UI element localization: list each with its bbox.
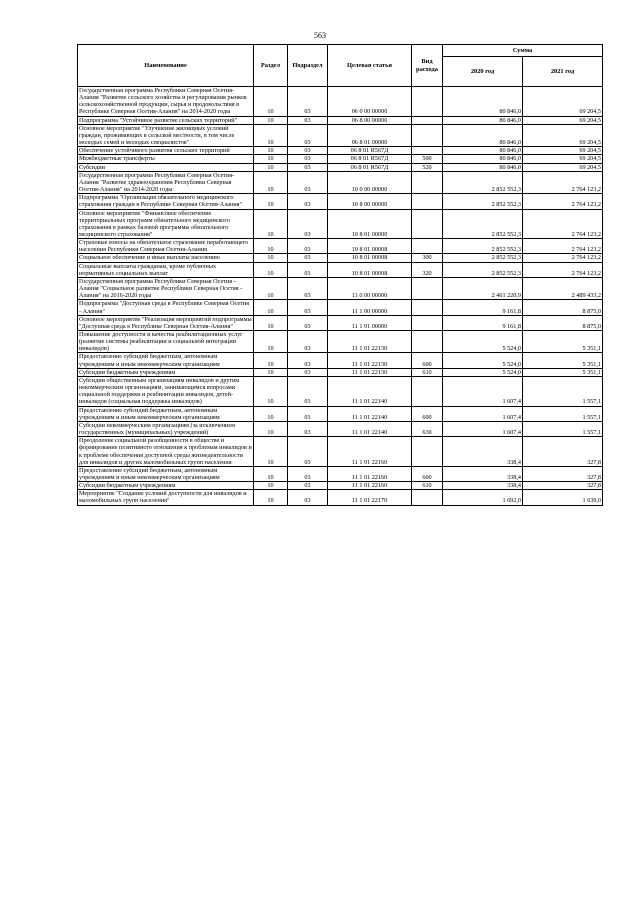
- row-sum-2020: 5 524,0: [443, 331, 523, 353]
- row-vid: 630: [412, 421, 443, 436]
- table-row: [78, 194, 603, 209]
- page-number: 563: [314, 31, 326, 40]
- row-razdel: 10: [254, 437, 288, 467]
- row-name: Субсидии общественным организациям инвалидов и другим некоммерческим организациям, занимающимся вопросами социальной поддержки и реабилитации инвалидов, детей-инвалидов (социальная поддержка инвалидов): [78, 376, 254, 406]
- row-name: Страховые взносы на обязательное страхование неработающего населения Республики Северная Осетия-Алания: [78, 239, 254, 254]
- row-sum-2020: 2 852 552,3: [443, 239, 523, 254]
- row-razdel: 10: [254, 87, 288, 117]
- row-podrazdel: 03: [288, 437, 328, 467]
- row-sum-2020: 1 607,4: [443, 376, 523, 406]
- row-razdel: 10: [254, 171, 288, 193]
- table-body: [78, 87, 603, 506]
- header-podrazdel: Подраздел: [288, 45, 328, 87]
- row-podrazdel: 03: [288, 171, 328, 193]
- row-razdel: 10: [254, 277, 288, 299]
- row-sum-2021: 1 557,1: [523, 376, 603, 406]
- row-name: Субсидии некоммерческим организациям (за исключением государственных (муниципальных) учреждений): [78, 421, 254, 436]
- row-statya: 06 8 01 R567Д: [328, 147, 412, 155]
- row-statya: 11 1 01 22140: [328, 421, 412, 436]
- row-razdel: 10: [254, 124, 288, 146]
- row-statya: 10 8 00 00000: [328, 194, 412, 209]
- row-sum-2020: 338,4: [443, 437, 523, 467]
- table-row: [78, 406, 603, 421]
- row-vid: 600: [412, 466, 443, 481]
- row-vid: [412, 315, 443, 330]
- table-row: [78, 277, 603, 299]
- header-summa: Сумма: [443, 45, 603, 57]
- row-vid: [412, 116, 443, 124]
- row-vid: 610: [412, 482, 443, 490]
- row-razdel: 10: [254, 315, 288, 330]
- row-razdel: 10: [254, 331, 288, 353]
- row-sum-2020: 5 524,0: [443, 353, 523, 368]
- row-podrazdel: 03: [288, 482, 328, 490]
- table-row: [78, 209, 603, 239]
- row-sum-2021: 69 204,5: [523, 163, 603, 171]
- row-sum-2021: 69 204,5: [523, 147, 603, 155]
- row-vid: [412, 376, 443, 406]
- row-sum-2021: 2 764 123,2: [523, 209, 603, 239]
- table-row: [78, 466, 603, 481]
- row-sum-2020: 1 607,4: [443, 406, 523, 421]
- row-podrazdel: 03: [288, 406, 328, 421]
- row-sum-2021: 69 204,5: [523, 116, 603, 124]
- row-statya: 10 8 01 00000: [328, 209, 412, 239]
- row-podrazdel: 03: [288, 194, 328, 209]
- row-statya: 11 1 01 00000: [328, 315, 412, 330]
- row-razdel: 10: [254, 194, 288, 209]
- row-statya: 11 0 00 00000: [328, 277, 412, 299]
- row-razdel: 10: [254, 147, 288, 155]
- row-vid: [412, 124, 443, 146]
- table-row: [78, 124, 603, 146]
- row-razdel: 10: [254, 482, 288, 490]
- row-sum-2020: 2 852 552,3: [443, 194, 523, 209]
- row-razdel: 10: [254, 155, 288, 163]
- row-razdel: 10: [254, 490, 288, 505]
- row-podrazdel: 03: [288, 277, 328, 299]
- row-statya: 10 0 00 00000: [328, 171, 412, 193]
- row-name: Субсидии бюджетным учреждениям: [78, 368, 254, 376]
- header-razdel: Раздел: [254, 45, 288, 87]
- row-vid: [412, 209, 443, 239]
- row-sum-2021: 1 557,1: [523, 406, 603, 421]
- row-name: Межбюджетные трансферты: [78, 155, 254, 163]
- row-statya: 06 8 01 00000: [328, 124, 412, 146]
- row-vid: [412, 87, 443, 117]
- row-name: Подпрограмма "Доступная среда в Республике Северная Осетия - Алания": [78, 300, 254, 315]
- row-podrazdel: 03: [288, 124, 328, 146]
- table-row: [78, 490, 603, 505]
- row-sum-2020: 80 846,0: [443, 87, 523, 117]
- row-razdel: 10: [254, 163, 288, 171]
- row-statya: 11 1 01 22160: [328, 482, 412, 490]
- row-vid: 600: [412, 406, 443, 421]
- row-sum-2020: 2 852 552,3: [443, 254, 523, 262]
- row-name: Подпрограмма "Организация обязательного медицинского страхования граждан в Республике Северная Осетия-Алания": [78, 194, 254, 209]
- row-vid: [412, 277, 443, 299]
- row-podrazdel: 03: [288, 368, 328, 376]
- row-podrazdel: 03: [288, 262, 328, 277]
- row-vid: [412, 171, 443, 193]
- row-name: Предоставление субсидий бюджетным, автономным учреждениям и иным некоммерческим организациям: [78, 466, 254, 481]
- row-statya: 11 1 01 22160: [328, 437, 412, 467]
- row-sum-2020: 80 846,0: [443, 155, 523, 163]
- row-sum-2020: 5 524,0: [443, 368, 523, 376]
- row-sum-2021: 327,8: [523, 466, 603, 481]
- row-vid: 610: [412, 368, 443, 376]
- row-podrazdel: 03: [288, 353, 328, 368]
- row-sum-2021: 2 489 433,2: [523, 277, 603, 299]
- row-statya: 10 8 01 00008: [328, 262, 412, 277]
- row-sum-2020: 1 607,4: [443, 421, 523, 436]
- header-statya: Целевая статья: [328, 45, 412, 87]
- row-sum-2020: 338,4: [443, 482, 523, 490]
- row-name: Основное мероприятие "Улучшение жилищных условий граждан, проживающих в сельской местности, в том числе молодых семей и молодых специалистов": [78, 124, 254, 146]
- row-statya: 11 1 01 22130: [328, 353, 412, 368]
- row-razdel: 10: [254, 209, 288, 239]
- table-row: [78, 376, 603, 406]
- row-razdel: 10: [254, 368, 288, 376]
- row-razdel: 10: [254, 239, 288, 254]
- row-vid: 600: [412, 353, 443, 368]
- row-name: Подпрограмма "Устойчивое развитие сельских территорий": [78, 116, 254, 124]
- row-sum-2020: 338,4: [443, 466, 523, 481]
- row-sum-2021: 2 764 123,2: [523, 262, 603, 277]
- row-sum-2021: 69 204,5: [523, 124, 603, 146]
- row-sum-2021: 327,8: [523, 437, 603, 467]
- row-podrazdel: 03: [288, 300, 328, 315]
- row-podrazdel: 03: [288, 155, 328, 163]
- row-sum-2020: 2 461 220,9: [443, 277, 523, 299]
- row-sum-2021: 5 351,1: [523, 368, 603, 376]
- table-row: [78, 147, 603, 155]
- row-podrazdel: 03: [288, 239, 328, 254]
- table-row: [78, 421, 603, 436]
- row-vid: 320: [412, 262, 443, 277]
- row-podrazdel: 03: [288, 421, 328, 436]
- row-sum-2021: 1 557,1: [523, 421, 603, 436]
- row-statya: 11 1 01 22130: [328, 368, 412, 376]
- row-podrazdel: 03: [288, 254, 328, 262]
- row-sum-2021: 8 875,0: [523, 315, 603, 330]
- row-sum-2020: 80 846,0: [443, 124, 523, 146]
- row-podrazdel: 03: [288, 331, 328, 353]
- row-sum-2020: 80 846,0: [443, 163, 523, 171]
- row-statya: 11 1 01 22170: [328, 490, 412, 505]
- table-row: [78, 171, 603, 193]
- row-name: Государственная программа Республики Северная Осетия - Алания "Социальное развитие Республики Северная Осетия - Алания" на 2016-2020 годы: [78, 277, 254, 299]
- row-statya: 11 1 01 22140: [328, 406, 412, 421]
- table-row: [78, 353, 603, 368]
- row-razdel: 10: [254, 421, 288, 436]
- row-vid: 520: [412, 163, 443, 171]
- row-podrazdel: 03: [288, 87, 328, 117]
- row-name: Предоставление субсидий бюджетным, автономным учреждениям и иным некоммерческим организациям: [78, 353, 254, 368]
- row-sum-2021: 2 764 123,2: [523, 254, 603, 262]
- table-row: [78, 239, 603, 254]
- row-razdel: 10: [254, 466, 288, 481]
- row-sum-2021: 2 764 123,2: [523, 239, 603, 254]
- row-sum-2020: 80 846,0: [443, 116, 523, 124]
- budget-table: [77, 44, 603, 506]
- row-podrazdel: 03: [288, 147, 328, 155]
- table-row: [78, 163, 603, 171]
- row-razdel: 10: [254, 116, 288, 124]
- row-sum-2021: 327,8: [523, 482, 603, 490]
- table-row: [78, 331, 603, 353]
- row-statya: 06 8 01 R567Д: [328, 163, 412, 171]
- table-row: [78, 437, 603, 467]
- row-name: Социальное обеспечение и иные выплаты населению: [78, 254, 254, 262]
- row-razdel: 10: [254, 254, 288, 262]
- row-statya: 10 8 01 00008: [328, 254, 412, 262]
- row-sum-2020: 9 161,8: [443, 315, 523, 330]
- row-vid: [412, 194, 443, 209]
- row-vid: [412, 490, 443, 505]
- row-name: Предоставление субсидий бюджетным, автономным учреждениям и иным некоммерческим организациям: [78, 406, 254, 421]
- row-name: Основное мероприятие "Финансовое обеспечение территориальных программ обязательного медицинского страхования в рамках базовой программы обязательного медицинского страхования": [78, 209, 254, 239]
- row-name: Субсидии бюджетным учреждениям: [78, 482, 254, 490]
- row-vid: [412, 147, 443, 155]
- row-sum-2020: 2 852 552,3: [443, 262, 523, 277]
- table-row: [78, 87, 603, 117]
- header-name: Наименование: [78, 45, 254, 87]
- row-statya: 06 8 01 R567Д: [328, 155, 412, 163]
- row-statya: 06 8 00 00000: [328, 116, 412, 124]
- row-sum-2021: 69 204,5: [523, 155, 603, 163]
- row-name: Повышение доступности и качества реабилитационных услуг (развитие системы реабилитации и социальной интеграции инвалидов): [78, 331, 254, 353]
- row-sum-2021: 69 204,5: [523, 87, 603, 117]
- row-name: Обеспечение устойчивого развития сельских территорий: [78, 147, 254, 155]
- row-statya: 11 1 00 00000: [328, 300, 412, 315]
- row-sum-2021: 8 875,0: [523, 300, 603, 315]
- row-vid: [412, 331, 443, 353]
- table-row: [78, 116, 603, 124]
- row-vid: 500: [412, 155, 443, 163]
- row-razdel: 10: [254, 406, 288, 421]
- header-2020: 2020 год: [443, 57, 523, 87]
- row-sum-2021: 5 351,1: [523, 353, 603, 368]
- table-row: [78, 254, 603, 262]
- row-sum-2021: 2 764 123,2: [523, 194, 603, 209]
- table-row: [78, 300, 603, 315]
- row-name: Социальные выплаты гражданам, кроме публичных нормативных социальных выплат: [78, 262, 254, 277]
- table-row: [78, 262, 603, 277]
- row-name: Субсидии: [78, 163, 254, 171]
- row-statya: 11 1 01 22130: [328, 331, 412, 353]
- row-podrazdel: 03: [288, 116, 328, 124]
- row-sum-2020: 2 852 552,3: [443, 171, 523, 193]
- row-vid: [412, 437, 443, 467]
- row-name: Основное мероприятие "Реализация мероприятий подпрограммы "Доступная среда в Республике Северная Осетия-Алания": [79, 315, 252, 330]
- row-statya: 06 0 00 00000: [328, 87, 412, 117]
- row-podrazdel: 03: [288, 163, 328, 171]
- row-vid: [412, 300, 443, 315]
- table-row: [78, 482, 603, 490]
- row-sum-2020: 1 692,0: [443, 490, 523, 505]
- row-statya: 11 1 01 22160: [328, 466, 412, 481]
- table-row: [78, 368, 603, 376]
- row-name: Мероприятие "Создание условий доступности для инвалидов и маломобильных групп населения": [78, 490, 254, 505]
- row-statya: 10 8 01 00008: [328, 239, 412, 254]
- header-vid: Вид расхода: [412, 45, 443, 87]
- table-row: [78, 315, 603, 330]
- row-sum-2021: 1 639,0: [523, 490, 603, 505]
- row-sum-2020: 80 846,0: [443, 147, 523, 155]
- row-razdel: 10: [254, 262, 288, 277]
- row-sum-2021: 2 764 123,2: [523, 171, 603, 193]
- row-razdel: 10: [254, 353, 288, 368]
- table-row: [78, 155, 603, 163]
- row-statya: 11 1 01 22140: [328, 376, 412, 406]
- row-sum-2021: 5 351,1: [523, 331, 603, 353]
- header-2021: 2021 год: [523, 57, 603, 87]
- row-podrazdel: 03: [288, 315, 328, 330]
- row-razdel: 10: [254, 376, 288, 406]
- row-name: Государственная программа Республики Северная Осетия-Алания "Развитие здравоохранения Республики Северная Осетия-Алания" на 2014-2020 годы: [78, 171, 254, 193]
- row-name: Государственная программа Республики Северная Осетия-Алания "Развитие сельского хозяйства и регулирования рынков сельскохозяйственной продукции, сырья и продовольствия в Республике Северная Осетия-Алания" на 2014-2020 годы: [78, 87, 254, 117]
- row-vid: [412, 239, 443, 254]
- row-podrazdel: 03: [288, 376, 328, 406]
- row-name: Преодоление социальной разобщенности в обществе и формирование позитивного отношения к проблемам инвалидов и к проблеме обеспечения доступной среды жизнедеятельности для инвалидов и других маломобильных групп населения: [79, 437, 252, 466]
- row-sum-2020: 9 161,8: [443, 300, 523, 315]
- row-vid: 300: [412, 254, 443, 262]
- row-podrazdel: 03: [288, 466, 328, 481]
- row-razdel: 10: [254, 300, 288, 315]
- row-sum-2020: 2 852 552,3: [443, 209, 523, 239]
- row-podrazdel: 03: [288, 209, 328, 239]
- row-podrazdel: 03: [288, 490, 328, 505]
